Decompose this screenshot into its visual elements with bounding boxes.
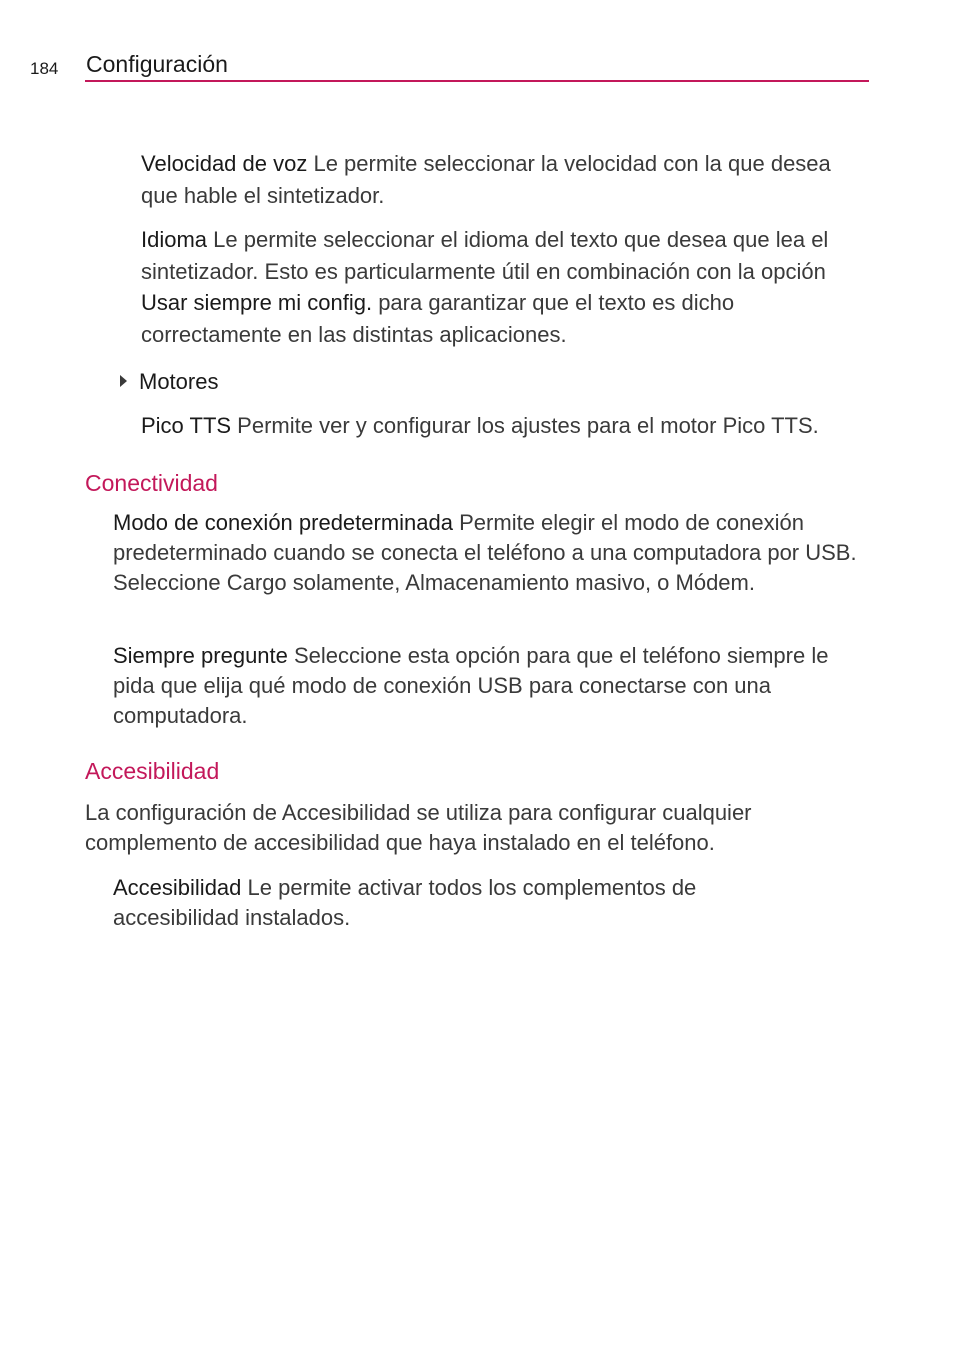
language-text-1: Le permite seleccionar el idioma del texto que desea que lea el sintetizador. Esto es particularmente útil en combinación con la opción <box>141 227 829 284</box>
triangle-bullet-icon <box>120 375 127 387</box>
language-description <box>141 224 866 350</box>
language-term-2: Usar siempre mi config. <box>141 290 373 315</box>
page-number: 184 <box>30 59 59 78</box>
pico-term: Pico TTS <box>141 413 232 438</box>
accessibility-item-text: Le permite activar todos los complementos de accesibilidad instalados. <box>113 875 697 930</box>
language-text-2: para garantizar que el texto es dicho correctamente en las distintas aplicaciones. <box>141 290 735 347</box>
speed-text: Le permite seleccionar la velocidad con la que desea que hable el sintetizador. <box>141 151 831 208</box>
engines-label: Motores <box>139 369 219 394</box>
default-mode-term: Modo de conexión predeterminada <box>113 510 454 535</box>
default-mode-description <box>113 508 858 598</box>
speed-term: Velocidad de voz <box>141 151 308 176</box>
always-ask-description <box>113 641 865 731</box>
always-ask-term: Siempre pregunte <box>113 643 288 668</box>
speed-description <box>141 148 841 211</box>
connectivity-heading: Conectividad <box>85 470 218 496</box>
header-rule <box>85 80 869 82</box>
page-header <box>0 0 954 90</box>
language-term: Idioma <box>141 227 208 252</box>
running-title: Configuración <box>86 51 228 77</box>
always-ask-text: Seleccione esta opción para que el teléfono siempre le pida que elija qué modo de conexión USB para conectarse con una computadora. <box>113 643 829 728</box>
pico-text: Permite ver y configurar los ajustes para el motor Pico TTS. <box>231 413 819 438</box>
default-mode-text: Permite elegir el modo de conexión predeterminado cuando se conecta el teléfono a una computadora por USB. Seleccione Cargo solamente, Almacenamiento masivo, o Módem. <box>113 510 857 595</box>
pico-description <box>141 410 871 442</box>
accessibility-item-description <box>113 873 773 933</box>
accessibility-item-term: Accesibilidad <box>113 875 242 900</box>
engines-bullet <box>120 368 218 396</box>
accessibility-heading: Accesibilidad <box>85 758 220 784</box>
accessibility-intro: La configuración de Accesibilidad se utiliza para configurar cualquier complemento de accesibilidad que haya instalado en el teléfono. <box>85 800 752 855</box>
